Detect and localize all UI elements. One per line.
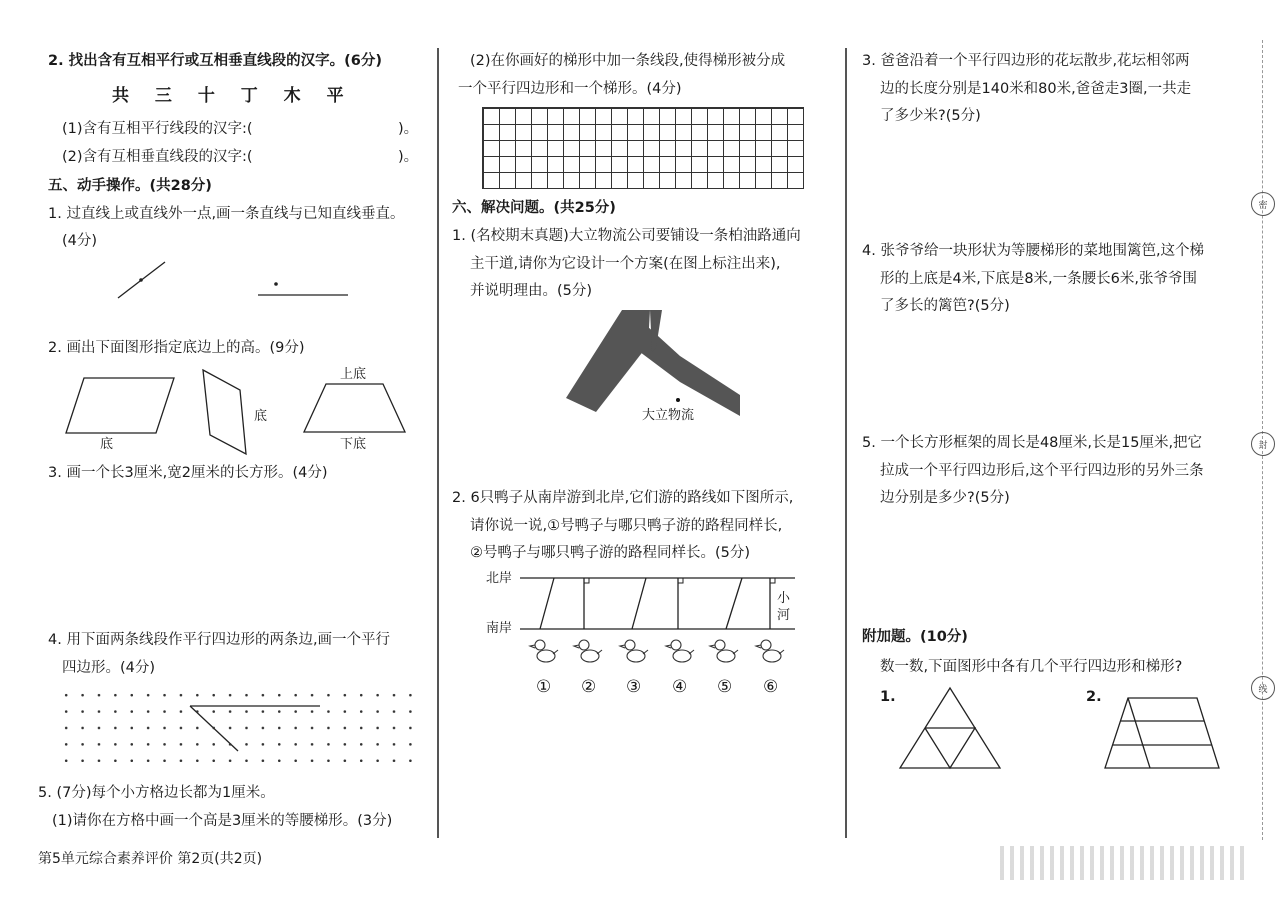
seal-mark-mi: 密 <box>1251 192 1275 216</box>
q2-title: 2. 找出含有互相平行或互相垂直线段的汉字。(6分) <box>48 53 382 69</box>
q3-line1: 3. 爸爸沿着一个平行四边形的花坛散步,花坛相邻两 <box>862 53 1190 69</box>
north-bank-label: 北岸 <box>486 571 513 586</box>
s6-q1-line3: 并说明理由。(5分) <box>470 283 593 299</box>
q2-answer-parallel: (1)含有互相平行线段的汉字:( <box>62 121 253 137</box>
base-label-parallelogram: 底 <box>100 437 114 452</box>
q2-answer-perpendicular: (2)含有互相垂直线段的汉字:( <box>62 149 253 165</box>
s6-q2-line2: 请你说一说,①号鸭子与哪只鸭子游的路程同样长, <box>470 518 783 534</box>
figure1-label: 1. <box>880 689 896 705</box>
bottom-base-label: 下底 <box>340 437 367 452</box>
duck-number-5: ⑤ <box>717 677 733 697</box>
barcode-strip <box>1000 846 1250 880</box>
s5-q4-line2: 四边形。(4分) <box>62 660 156 676</box>
s6-q1-line1: 1. (名校期末真题)大立物流公司要铺设一条柏油路通向 <box>452 228 801 244</box>
s5-q5-line2: (1)请你在方格中画一个高是3厘米的等腰梯形。(3分) <box>52 813 393 829</box>
p2-line1: (2)在你画好的梯形中加一条线段,使得梯形被分成 <box>470 53 786 69</box>
s5-q4-line1: 4. 用下面两条线段作平行四边形的两条边,画一个平行 <box>48 632 391 648</box>
q5-line2: 拉成一个平行四边形后,这个平行四边形的另外三条 <box>880 463 1204 479</box>
bonus-question: 数一数,下面图形中各有几个平行四边形和梯形? <box>880 659 1183 675</box>
q3-line3: 了多少米?(5分) <box>880 108 981 124</box>
duck-number-4: ④ <box>672 677 688 697</box>
figure2-label: 2. <box>1086 689 1102 705</box>
base-label-rectangle: 底 <box>254 409 268 424</box>
duck-number-6: ⑥ <box>763 677 779 697</box>
river-label: 小河 <box>777 591 791 623</box>
q2-answer-parallel-end: )。 <box>398 121 419 137</box>
q2-answer-perpendicular-end: )。 <box>398 149 419 165</box>
bonus-heading: 附加题。(10分) <box>862 629 968 645</box>
q4-line2: 形的上底是4米,下底是8米,一条腰长6米,张爷爷围 <box>880 271 1198 287</box>
s6-q2-line3: ②号鸭子与哪只鸭子游的路程同样长。(5分) <box>470 545 751 561</box>
seal-mark-xian: 线 <box>1251 676 1275 700</box>
seal-mark-feng: 封 <box>1251 432 1275 456</box>
s6-q1-line2: 主干道,请你为它设计一个方案(在图上标注出来), <box>470 256 781 272</box>
q5-line1: 5. 一个长方形框架的周长是48厘米,长是15厘米,把它 <box>862 435 1203 451</box>
p2-line2: 一个平行四边形和一个梯形。(4分) <box>458 81 682 97</box>
company-label: 大立物流 <box>642 408 695 423</box>
q3-line2: 边的长度分别是140米和80米,爸爸走3圈,一共走 <box>880 81 1192 97</box>
s5-q5-line1: 5. (7分)每个小方格边长都为1厘米。 <box>38 785 275 801</box>
duck-number-3: ③ <box>626 677 642 697</box>
chinese-characters: 共 三 十 丁 木 平 <box>112 86 354 106</box>
section6-heading: 六、解决问题。(共25分) <box>452 200 616 216</box>
duck-number-1: ① <box>536 677 552 697</box>
s5-q1-line2: (4分) <box>62 233 98 249</box>
duck-number-2: ② <box>581 677 597 697</box>
s5-q1-line1: 1. 过直线上或直线外一点,画一条直线与已知直线垂直。 <box>48 206 405 222</box>
s5-q2: 2. 画出下面图形指定底边上的高。(9分) <box>48 340 305 356</box>
q4-line1: 4. 张爷爷给一块形状为等腰梯形的菜地围篱笆,这个梯 <box>862 243 1205 259</box>
q5-line3: 边分别是多少?(5分) <box>880 490 1010 506</box>
top-base-label: 上底 <box>340 367 367 382</box>
q4-line3: 了多长的篱笆?(5分) <box>880 298 1010 314</box>
section5-heading: 五、动手操作。(共28分) <box>48 178 212 194</box>
s5-q3: 3. 画一个长3厘米,宽2厘米的长方形。(4分) <box>48 465 328 481</box>
s6-q2-line1: 2. 6只鸭子从南岸游到北岸,它们游的路线如下图所示, <box>452 490 794 506</box>
south-bank-label: 南岸 <box>486 621 513 636</box>
page-footer: 第5单元综合素养评价 第2页(共2页) <box>38 851 263 867</box>
